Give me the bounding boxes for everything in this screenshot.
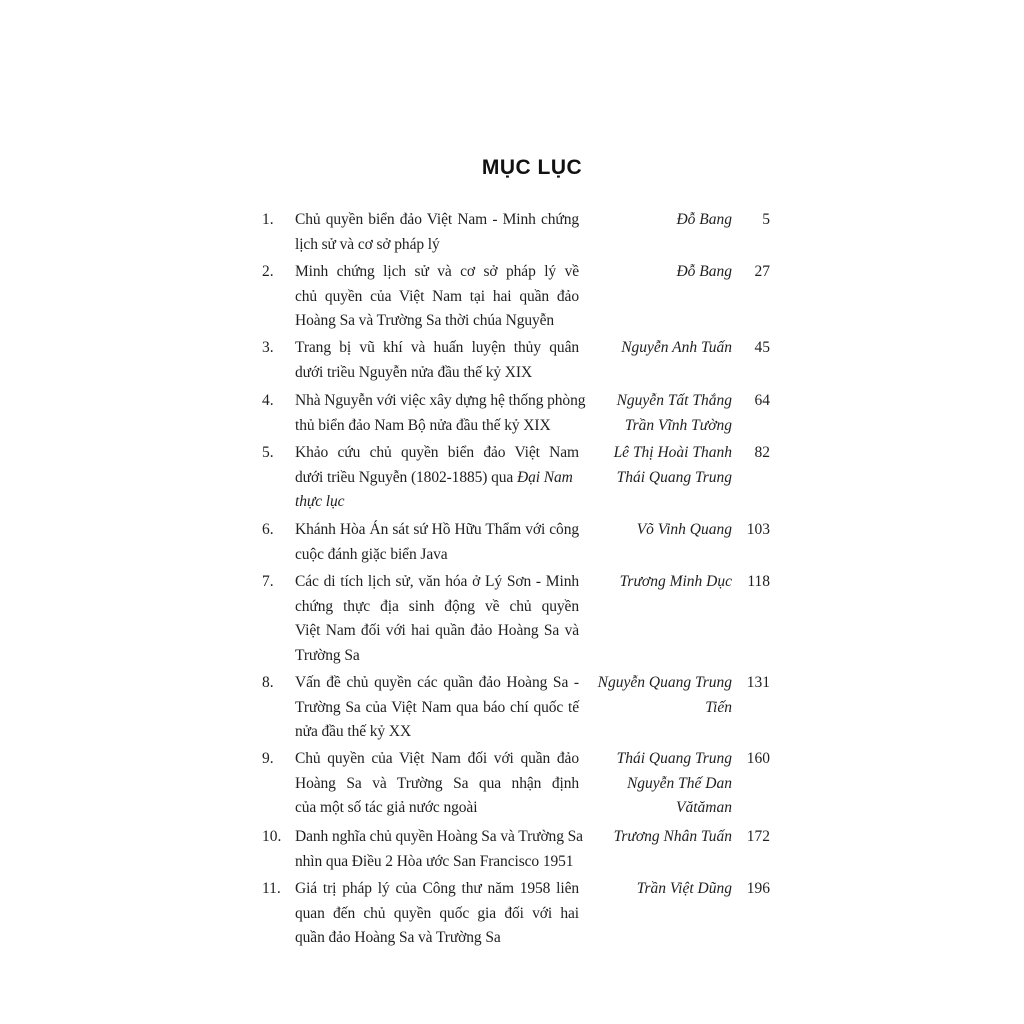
toc-author-name: Võ Vinh Quang xyxy=(636,521,732,538)
page-title: MỤC LỤC xyxy=(481,156,583,179)
toc-entry-title-line: Trang bị vũ khí và huấn luyện thủy quân xyxy=(295,339,579,356)
toc-entry-page: 45 xyxy=(754,339,770,356)
toc-entry-title-line: dưới triều Nguyễn nửa đầu thế kỷ XIX xyxy=(295,363,533,381)
toc-entry-title-line: Trường Sa của Việt Nam qua báo chí quốc tế xyxy=(295,698,579,716)
toc-author-name: Nguyễn Quang Trung Tiến xyxy=(597,674,732,716)
toc-entry xyxy=(262,671,772,745)
toc-entry-title xyxy=(295,260,579,334)
toc-entry-title-line: Chủ quyền biển đảo Việt Nam - Minh chứng xyxy=(295,211,579,228)
toc-entry-title-line: nửa đầu thế kỷ XX xyxy=(295,723,412,740)
toc-entry xyxy=(262,825,772,874)
toc-entry-number: 6. xyxy=(262,521,274,538)
toc-entry-page: 118 xyxy=(747,573,770,590)
toc-entry-author xyxy=(582,389,732,438)
toc-entry xyxy=(262,389,772,438)
toc-author-name: Nguyễn Thế Dan xyxy=(626,774,732,792)
toc-author-name: Lê Thị Hoài Thanh xyxy=(613,444,732,461)
toc-author-name: Vătăman xyxy=(676,799,732,816)
toc-entry xyxy=(262,260,772,334)
toc-entry-page: 172 xyxy=(746,828,770,845)
toc-entry xyxy=(262,570,772,668)
toc-entry-author xyxy=(582,877,732,902)
toc-entry-page: 82 xyxy=(754,444,770,461)
toc-author-name: Đỗ Bang xyxy=(676,211,732,228)
toc-entry-title-line: Các di tích lịch sử, văn hóa ở Lý Sơn - Minh xyxy=(295,573,579,590)
toc-entry-title-line: quần đảo Hoàng Sa và Trường Sa xyxy=(295,929,501,946)
toc-entry-number: 5. xyxy=(262,444,274,461)
toc-entry-page: 27 xyxy=(754,263,770,280)
toc-entry-author xyxy=(582,518,732,543)
toc-entry-title-line: Vấn đề chủ quyền các quần đảo Hoàng Sa - xyxy=(295,674,579,691)
toc-entry-page: 5 xyxy=(762,211,770,228)
toc-author-name: Nguyễn Tất Thắng xyxy=(616,392,732,409)
toc-author-name: Trương Nhân Tuấn xyxy=(613,828,732,845)
toc-entry-title-line: Hoàng Sa và Trường Sa qua nhận định xyxy=(295,774,579,792)
toc-entry-title-line: Khánh Hòa Án sát sứ Hồ Hữu Thẩm với công xyxy=(295,521,579,538)
toc-entry-number: 3. xyxy=(262,339,274,356)
toc-entry-title-line: quan đến chủ quyền quốc gia đối với hai xyxy=(295,904,579,922)
toc-entry-author xyxy=(582,336,732,361)
toc-entry-title-line: của một số tác giả nước ngoài xyxy=(295,799,478,816)
toc-entry-title-line xyxy=(295,466,579,515)
toc-entry-number: 11. xyxy=(262,880,281,897)
toc-entry-page: 196 xyxy=(746,880,770,897)
toc-entry-title-line: chủ quyền của Việt Nam tại hai quần đảo xyxy=(295,287,579,305)
toc-entry xyxy=(262,518,772,567)
toc-entry-title-line: cuộc đánh giặc biển Java xyxy=(295,545,448,563)
toc-entry-title xyxy=(295,441,579,515)
toc-entry-title-line: Giá trị pháp lý của Công thư năm 1958 liên xyxy=(295,880,579,897)
toc-entry xyxy=(262,441,772,515)
toc-entry xyxy=(262,336,772,385)
toc-author-name: Nguyễn Anh Tuấn xyxy=(621,339,732,356)
toc-entry xyxy=(262,877,772,951)
toc-entry-author xyxy=(582,747,732,821)
toc-entry-number: 7. xyxy=(262,573,274,590)
toc-entry-author xyxy=(582,671,732,720)
toc-author-name: Trần Việt Dũng xyxy=(636,880,732,897)
toc-entry-number: 9. xyxy=(262,750,274,767)
toc-entry-title-line: nhìn qua Điều 2 Hòa ước San Francisco 1951 xyxy=(295,852,574,870)
toc-entry-title xyxy=(295,389,586,438)
toc-entry-author xyxy=(582,260,732,285)
toc-entry-author xyxy=(582,441,732,490)
toc-entry-title xyxy=(295,208,579,257)
toc-entry-author xyxy=(582,208,732,233)
toc-entry-title xyxy=(295,671,579,745)
toc-entry-title-italic: Đại Nam thực lục xyxy=(295,468,573,510)
toc-entry xyxy=(262,747,772,821)
toc-entry-page: 64 xyxy=(754,392,770,409)
toc-author-name: Đỗ Bang xyxy=(676,263,732,280)
toc-entry-title xyxy=(295,825,583,874)
toc-entry-title-line: Hoàng Sa và Trường Sa thời chúa Nguyễn xyxy=(295,312,555,329)
toc-entry-page: 160 xyxy=(746,750,770,767)
toc-entry-author xyxy=(582,825,732,850)
toc-entry-title-line: Khảo cứu chủ quyền biển đảo Việt Nam xyxy=(295,444,579,461)
toc-entry-title-line: Danh nghĩa chủ quyền Hoàng Sa và Trường Sa xyxy=(295,828,583,845)
toc-entry-title-line: Nhà Nguyễn với việc xây dựng hệ thống phòng xyxy=(295,392,586,409)
toc-entry-title xyxy=(295,336,579,385)
toc-entry-page: 131 xyxy=(746,674,770,691)
toc-entry-number: 10. xyxy=(262,828,282,845)
toc-author-name: Trần Vĩnh Tường xyxy=(624,416,732,434)
toc-author-name: Trương Minh Dục xyxy=(619,573,732,590)
toc-entry-title-line: thủ biển đảo Nam Bộ nửa đầu thế kỷ XIX xyxy=(295,416,551,434)
toc-entry-number: 1. xyxy=(262,211,274,228)
toc-entry-title-line: Việt Nam đối với hai quần đảo Hoàng Sa và xyxy=(295,622,579,639)
toc-entry-title xyxy=(295,877,579,951)
toc-entry-number: 8. xyxy=(262,674,274,691)
toc-entry-title-line: Minh chứng lịch sử và cơ sở pháp lý về xyxy=(295,263,579,280)
toc-author-name: Thái Quang Trung xyxy=(616,468,732,486)
toc-entry-title-text: dưới triều Nguyễn (1802-1885) qua xyxy=(295,468,514,486)
toc-entry xyxy=(262,208,772,257)
toc-entry-title xyxy=(295,747,579,821)
toc-entry-title-line: chứng thực địa sinh động về chủ quyền xyxy=(295,597,579,615)
toc-entry-title xyxy=(295,518,579,567)
toc-entry-title-line: Trường Sa xyxy=(295,646,360,664)
toc-entry-title-line: lịch sử và cơ sở pháp lý xyxy=(295,235,440,253)
toc-author-name: Thái Quang Trung xyxy=(616,750,732,767)
toc-entry-page: 103 xyxy=(746,521,770,538)
toc-entry-number: 4. xyxy=(262,392,274,409)
toc-entry-number: 2. xyxy=(262,263,274,280)
toc-entry-title xyxy=(295,570,579,668)
toc-entry-title-line: Chủ quyền của Việt Nam đối với quần đảo xyxy=(295,750,579,767)
toc-entry-author xyxy=(582,570,732,595)
